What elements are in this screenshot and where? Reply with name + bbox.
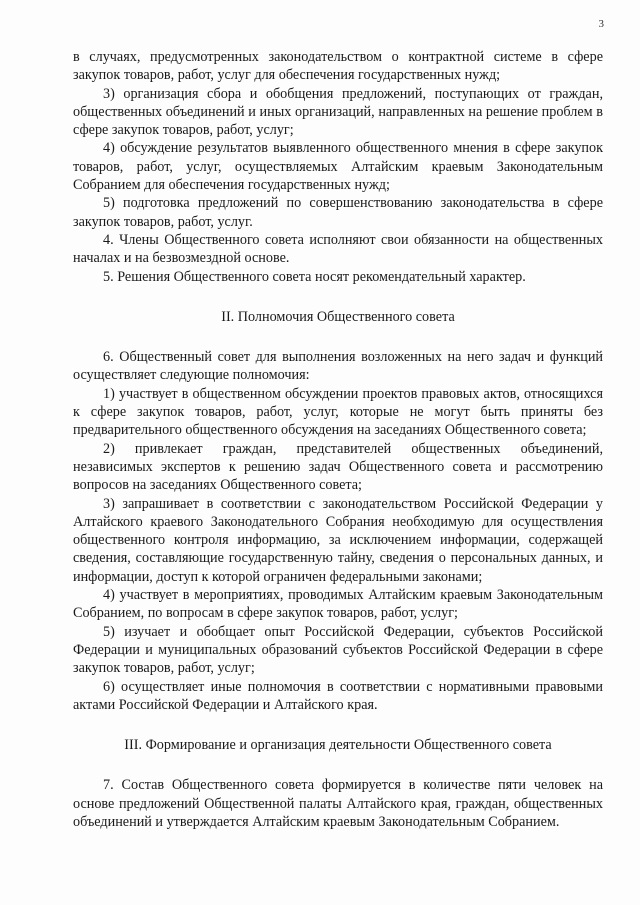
paragraph: 5) изучает и обобщает опыт Российской Федерации, субъектов Российской Федерации и муниципальных образований субъектов Российской Федерации в сфере закупок товаров, работ, услуг; (73, 623, 603, 677)
paragraph: в случаях, предусмотренных законодательством о контрактной системе в сфере закупок товаров, работ, услуг для обеспечения государственных нужд; (73, 49, 603, 84)
paragraph: 3) организация сбора и обобщения предложений, поступающих от граждан, общественных объединений и иных организаций, направленных на решение проблем в сфере закупок товаров, работ, услуг; (73, 85, 603, 139)
paragraph: 6) осуществляет иные полномочия в соответствии с нормативными правовыми актами Российской Федерации и Алтайского края. (73, 678, 603, 713)
paragraph: 1) участвует в общественном обсуждении проектов правовых актов, относящихся к сфере закупок товаров, работ, услуг, которые не могут быть приняты без предварительного общественного обсуждения на заседаниях Общественного совета; (73, 385, 603, 439)
page-number: 3 (598, 18, 604, 30)
paragraph: 2) привлекает граждан, представителей общественных объединений, независимых экспертов к решению задач Общественного совета и рассмотрению вопросов на заседаниях Общественного совета; (73, 440, 603, 494)
paragraph: 4. Члены Общественного совета исполняют свои обязанности на общественных началах и на безвозмездной основе. (73, 231, 603, 267)
paragraph: 7. Состав Общественного совета формируется в количестве пяти человек на основе предложений Общественной палаты Алтайского края, граждан, общественных объединений и утверждается Алтайским краевым Законодательным Собранием. (73, 777, 603, 830)
paragraph: 6. Общественный совет для выполнения возложенных на него задач и функций осуществляет следующие полномочия: (73, 349, 603, 384)
section-heading: III. Формирование и организация деятельности Общественного совета (124, 737, 552, 754)
spacer (73, 754, 603, 776)
document-body (73, 48, 603, 831)
spacer (73, 286, 603, 308)
paragraph: 5) подготовка предложений по совершенствованию законодательства в сфере закупок товаров, работ, услуг. (73, 195, 603, 230)
spacer (73, 714, 603, 736)
paragraph: 4) участвует в мероприятиях, проводимых Алтайским краевым Законодательным Собранием, по вопросам в сфере закупок товаров, работ, услуг; (73, 587, 603, 622)
spacer (73, 326, 603, 348)
paragraph: 5. Решения Общественного совета носят рекомендательный характер. (103, 268, 526, 285)
paragraph: 3) запрашивает в соответствии с законодательством Российской Федерации у Алтайского краевого Законодательного Собрания необходимую для осуществления общественного контроля информацию, за исключением информации, содержащей сведения, составляющие государственную тайну, сведения о персональных данных, и информации, доступ к которой ограничен федеральными законами; (73, 495, 603, 585)
section-heading: II. Полномочия Общественного совета (221, 308, 455, 325)
paragraph: 4) обсуждение результатов выявленного общественного мнения в сфере закупок товаров, работ, услуг, осуществляемых Алтайским краевым Законодательным Собранием для обеспечения государственных нужд; (73, 140, 603, 194)
